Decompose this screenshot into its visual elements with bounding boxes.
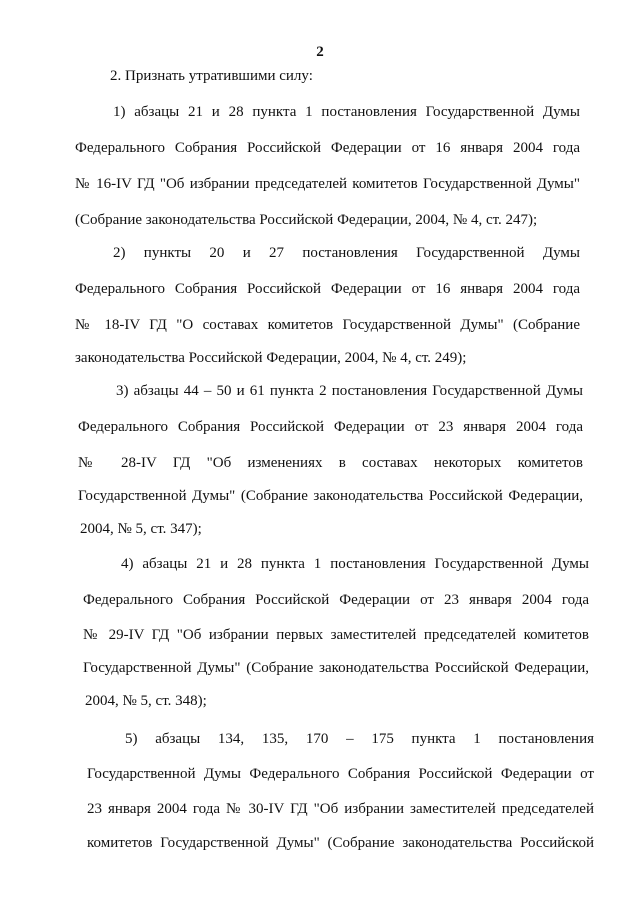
item-line: 4) абзацы 21 и 28 пункта 1 постановления Государственной Думы <box>121 556 589 572</box>
item-line: Федерального Собрания Российской Федерации от 23 января 2004 года <box>78 419 583 435</box>
item-line: законодательства Российской Федерации, 2004, № 4, ст. 249); <box>75 350 467 366</box>
item-line: Государственной Думы Федерального Собрания Российской Федерации от <box>87 766 594 782</box>
page-number: 2 <box>316 44 324 60</box>
item-line: Государственной Думы" (Собрание законодательства Российской Федерации, <box>83 660 589 676</box>
item-line: Государственной Думы" (Собрание законодательства Российской Федерации, <box>78 488 583 504</box>
item-line: № 29-IV ГД "Об избрании первых заместителей председателей комитетов <box>83 627 589 643</box>
heading: 2. Признать утратившими силу: <box>110 68 313 84</box>
item-line: 2) пункты 20 и 27 постановления Государственной Думы <box>113 245 580 261</box>
item-line: Федерального Собрания Российской Федерации от 23 января 2004 года <box>83 592 589 608</box>
item-line: № 28-IV ГД "Об изменениях в составах некоторых комитетов <box>78 455 583 471</box>
item-line: комитетов Государственной Думы" (Собрание законодательства Российской <box>87 835 594 851</box>
item-line: № 16-IV ГД "Об избрании председателей комитетов Государственной Думы" <box>75 176 580 192</box>
item-line: № 18-IV ГД "О составах комитетов Государственной Думы" (Собрание <box>75 317 580 333</box>
item-line: 5) абзацы 134, 135, 170 – 175 пункта 1 постановления <box>125 731 594 747</box>
item-line: Федерального Собрания Российской Федерации от 16 января 2004 года <box>75 140 580 156</box>
item-line: 23 января 2004 года № 30-IV ГД "Об избрании заместителей председателей <box>87 801 594 817</box>
item-line: 2004, № 5, ст. 348); <box>85 693 207 709</box>
item-line: Федерального Собрания Российской Федерации от 16 января 2004 года <box>75 281 580 297</box>
item-line: 1) абзацы 21 и 28 пункта 1 постановления Государственной Думы <box>113 104 580 120</box>
item-line: (Собрание законодательства Российской Федерации, 2004, № 4, ст. 247); <box>75 212 538 228</box>
item-line: 3) абзацы 44 – 50 и 61 пункта 2 постановления Государственной Думы <box>116 383 583 399</box>
item-line: 2004, № 5, ст. 347); <box>80 521 202 537</box>
